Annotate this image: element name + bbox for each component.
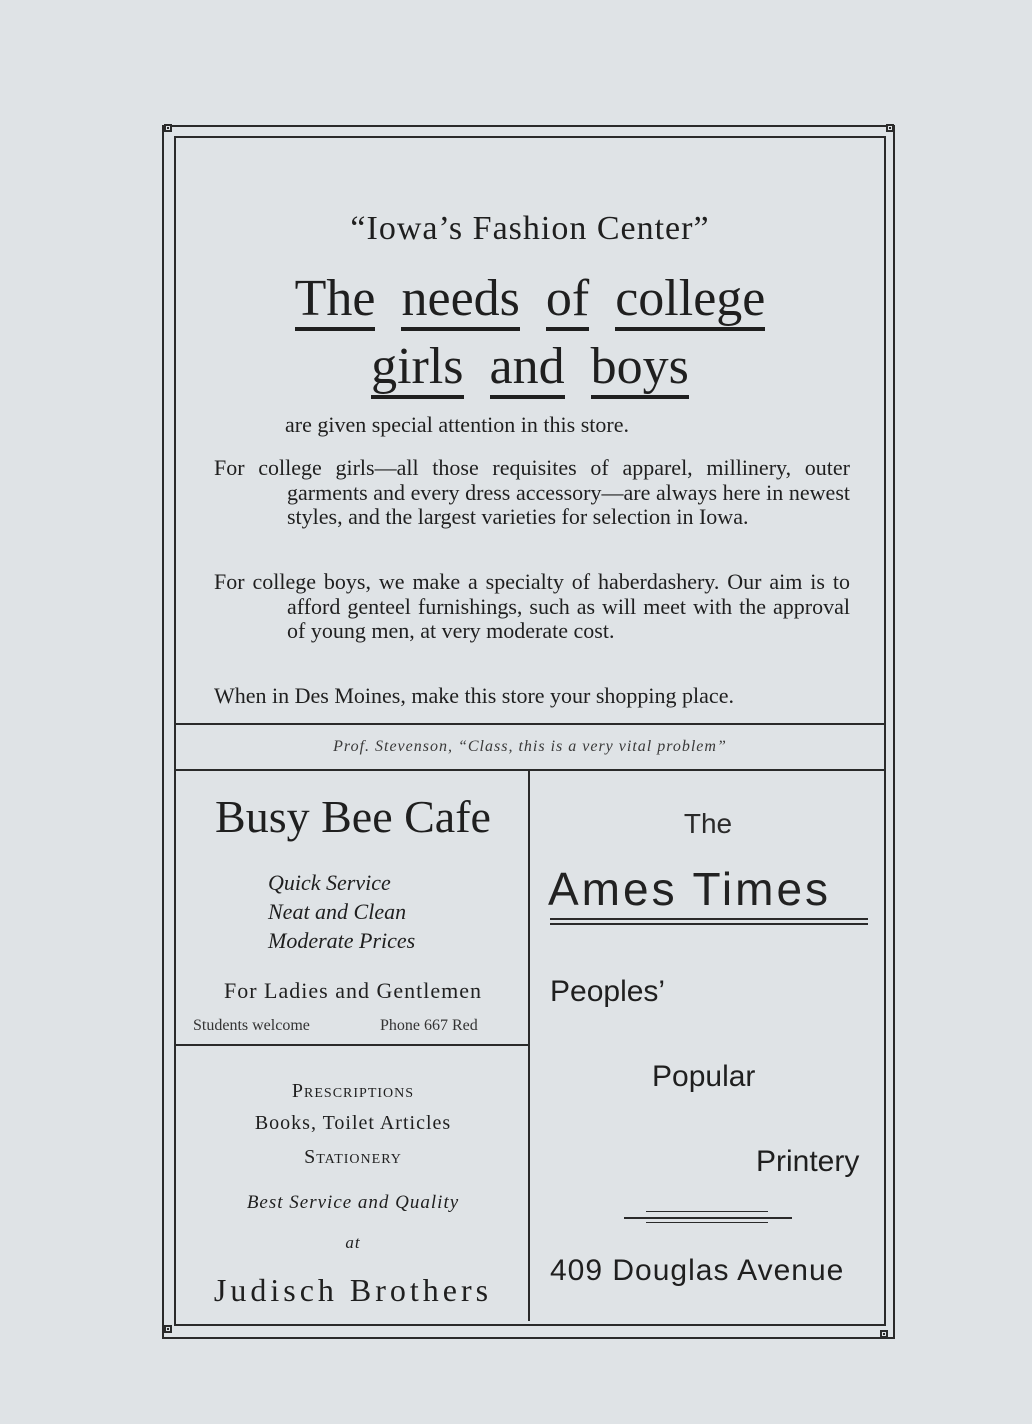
judisch-at: at — [345, 1233, 361, 1252]
times-rule-lower — [550, 923, 868, 925]
fashion-intro: are given special attention in this store. — [285, 412, 629, 437]
cafe-feature: Neat and Clean — [268, 899, 407, 924]
divider-bottom — [176, 769, 884, 771]
judisch-prescriptions: Prescriptions — [291, 1080, 415, 1102]
headline-word: and — [490, 338, 565, 399]
headline-word: needs — [401, 270, 519, 331]
cafe-features — [268, 868, 415, 955]
corner-ornament-top-right — [886, 124, 894, 132]
judisch-slogan: Best Service and Quality — [246, 1192, 460, 1213]
times-the: The — [683, 808, 733, 839]
times-rule-upper — [550, 918, 868, 920]
times-peoples: Peoples’ — [550, 975, 666, 1008]
times-title: Ames Times — [548, 863, 832, 915]
times-ornament-rule-lower — [646, 1222, 768, 1223]
cafe-phone: Phone 667 Red — [380, 1017, 478, 1034]
corner-ornament-top-left — [164, 124, 172, 132]
times-ornament-rule — [624, 1217, 792, 1219]
left-column-divider — [176, 1044, 529, 1046]
cafe-students: Students welcome — [193, 1017, 310, 1034]
corner-ornament-bottom-right — [880, 1330, 888, 1338]
divider-top — [176, 723, 884, 725]
fashion-tagline: “Iowa’s Fashion Center” — [350, 210, 710, 247]
judisch-name: Judisch Brothers — [213, 1272, 493, 1308]
judisch-stationery: Stationery — [304, 1146, 402, 1168]
headline-row-2 — [174, 338, 886, 399]
corner-ornament-bottom-left — [164, 1325, 172, 1333]
paragraph-boys: For college boys, we make a specialty of haberdashery. Our aim is to afford genteel furnishings, such as will meet with the approval of young men, at very moderate cost. — [214, 569, 850, 643]
times-popular: Popular — [652, 1060, 756, 1093]
times-ornament-rule-upper — [646, 1211, 768, 1212]
headline-word: girls — [371, 338, 463, 399]
headline-row-1 — [174, 270, 886, 331]
paragraph-girls: For college girls—all those requisites of apparel, millinery, outer garments and every dress accessory—are always here in newest styles, and the largest varieties for selection in Iowa. — [214, 455, 850, 529]
cafe-feature: Quick Service — [268, 870, 391, 895]
headline-word: college — [615, 270, 765, 331]
judisch-books: Books, Toilet Articles — [254, 1112, 452, 1134]
cafe-feature: Moderate Prices — [268, 928, 416, 953]
times-printery: Printery — [756, 1145, 860, 1178]
headline-word: The — [295, 270, 376, 331]
headline-word: boys — [591, 338, 689, 399]
cafe-title: Busy Bee Cafe — [215, 791, 491, 842]
professor-quote: Prof. Stevenson, “Class, this is a very vital problem” — [333, 738, 727, 755]
cafe-for-line: For Ladies and Gentlemen — [224, 978, 482, 1003]
headline-word: of — [546, 270, 589, 331]
fashion-closing: When in Des Moines, make this store your shopping place. — [214, 683, 734, 708]
times-address: 409 Douglas Avenue — [550, 1254, 845, 1287]
